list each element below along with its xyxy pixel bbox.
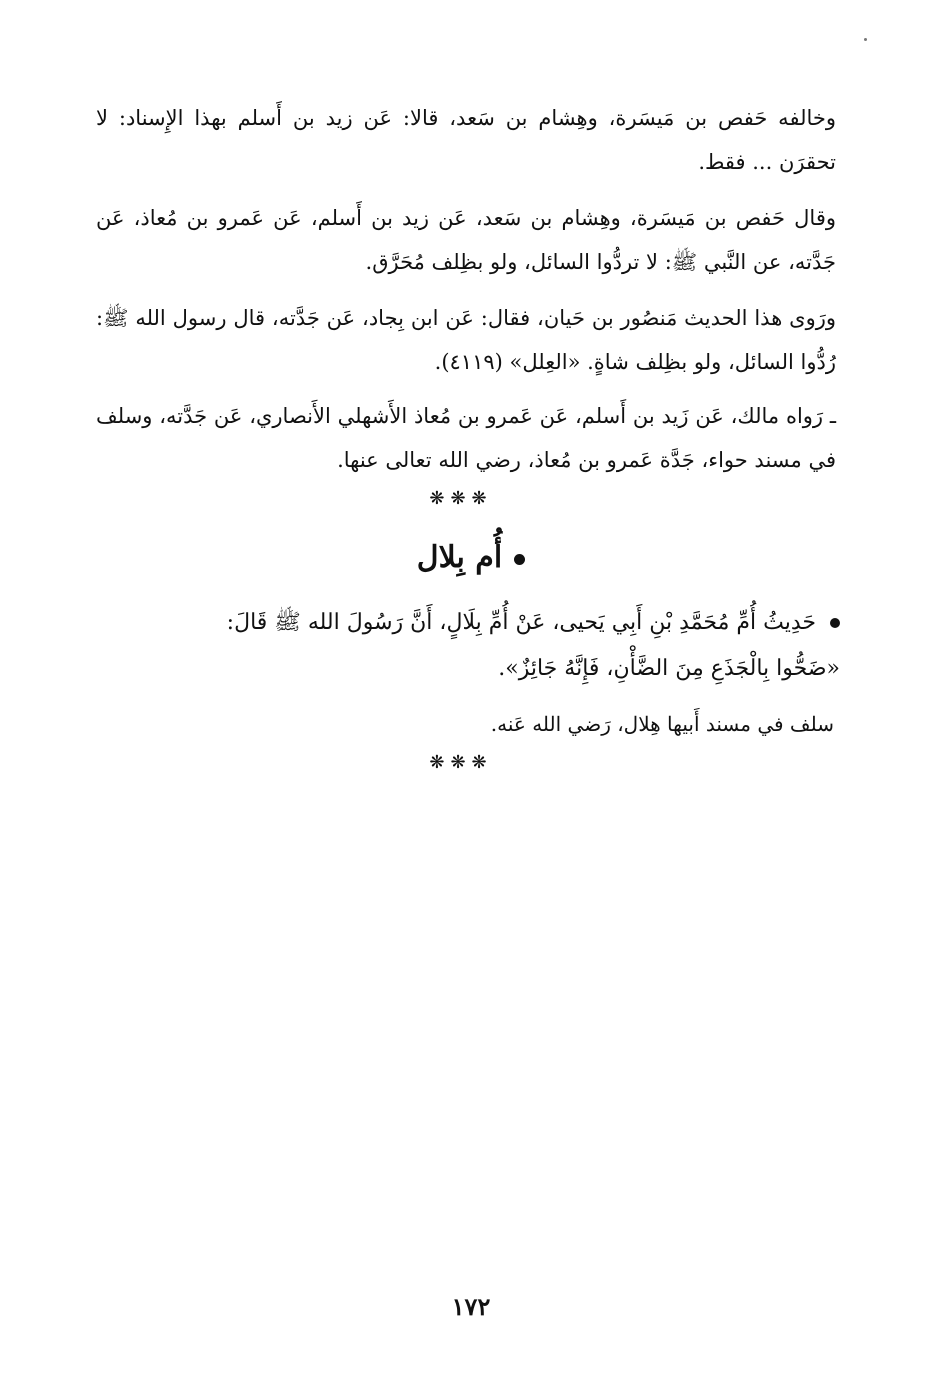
salaf-note: سلف في مسند أَبيها هِلال، رَضي الله عَنه. [490, 712, 834, 736]
hadith-line-1 [150, 600, 840, 646]
paragraph-khalafahu: وخالفه حَفص بن مَيسَرة، وهِشام بن سَعد، قالا: عَن زيد بن أَسلم بهذا الإِسناد: لا تحقرَن ... فقط. [96, 106, 836, 174]
paragraph-wa-qala: وقال حَفص بن مَيسَرة، وهِشام بن سَعد، عَن زيد بن أَسلم، عَن عَمرو بن مُعاذ، عَن جَدَّته، عن النَّبي ﷺ: لا تردُّوا السائل، ولو بظِلف مُحَرَّق. [96, 206, 836, 274]
section-separator-top: ❋❋❋ [429, 488, 493, 509]
section-heading [0, 530, 942, 586]
bullet-icon [830, 618, 840, 628]
paragraph-wa-rawa: ورَوى هذا الحديث مَنصُور بن حَيان، فقال: عَن ابن بِجاد، عَن جَدَّته، قال رسول الله ﷺ: رُدُّوا السائل، ولو بظِلف شاةٍ. «العِلل» (٤١١٩). [96, 306, 836, 374]
hadith-entry [150, 600, 840, 692]
section-heading-text: أُم بِلال [416, 540, 503, 575]
hadith-matn: «ضَحُّوا بِالْجَذَعِ مِنَ الضَّأْنِ، فَإِنَّهُ جَائِزٌ». [498, 656, 840, 681]
paragraph-rawahu-malik: ـ رَواه مالك، عَن زَيد بن أَسلم، عَن عَمرو بن مُعاذ الأَشهلي الأَنصاري، عَن جَدَّته، وسلف في مسند حواء، جَدَّة عَمرو بن مُعاذ، رضي الله تعالى عنها. [96, 404, 836, 472]
bullet-icon [514, 554, 525, 565]
page-number: ١٧٢ [451, 1292, 491, 1321]
hadith-isnad: حَدِيثُ أُمِّ مُحَمَّدِ بْنِ أَبِي يَحيى، عَنْ أُمِّ بِلَالٍ، أَنَّ رَسُولَ الله ﷺ قَالَ: [226, 610, 816, 635]
scan-speck [864, 38, 867, 41]
section-separator-bottom: ❋❋❋ [429, 752, 493, 773]
